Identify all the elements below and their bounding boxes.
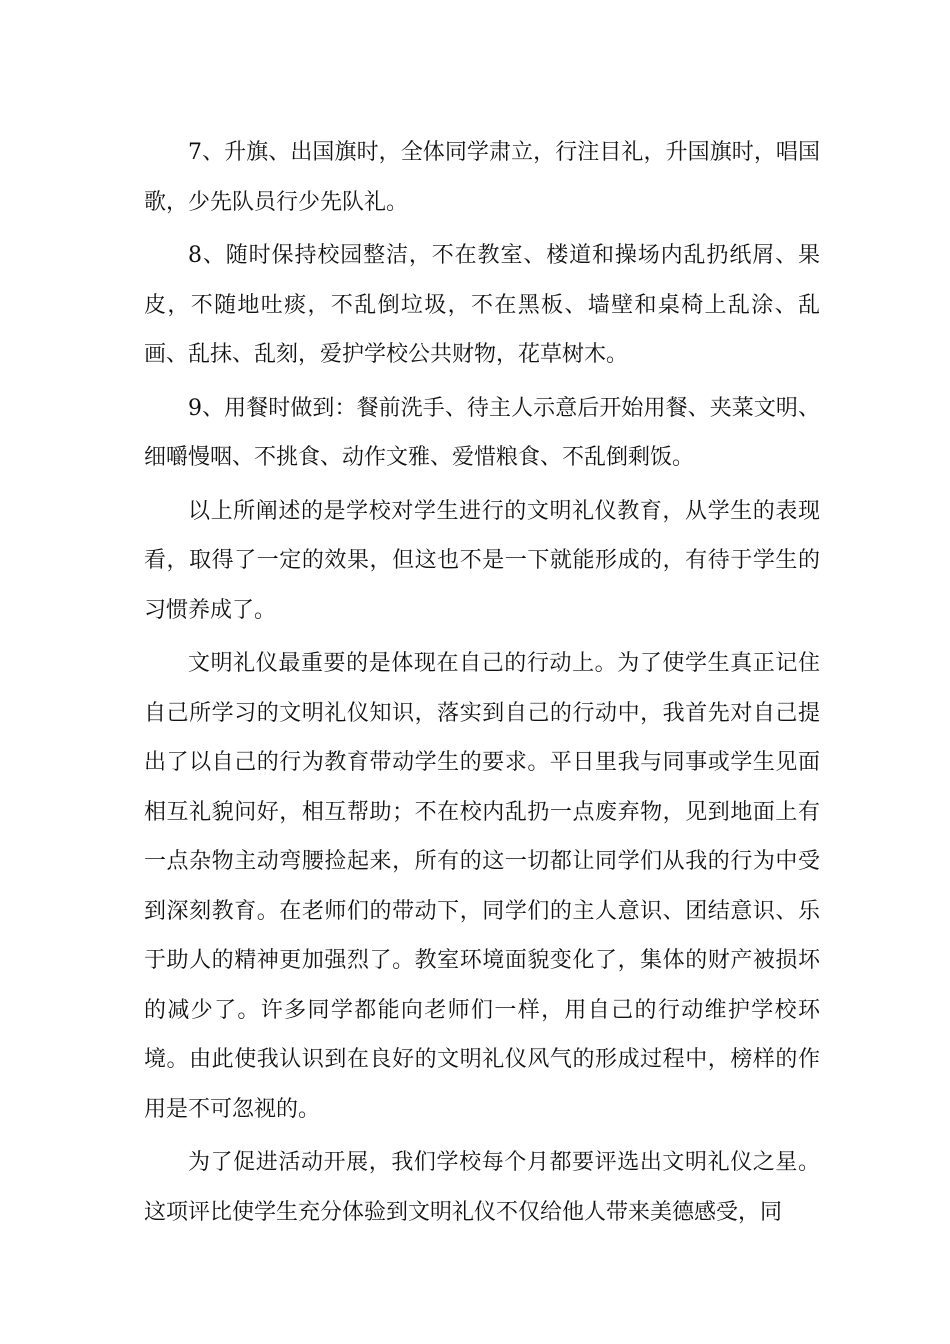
paragraph-etiquette-star: 为了促进活动开展，我们学校每个月都要评选出文明礼仪之星。这项评比使学生充分体验到文明礼仪不仅给他人带来美德感受，同 xyxy=(144,1150,820,1225)
paragraph-item-8: 8、随时保持校园整洁，不在教室、楼道和操场内乱扔纸屑、果皮，不随地吐痰，不乱倒垃圾，不在黑板、墙壁和桌椅上乱涂、乱画、乱抹、乱刻，爱护学校公共财物，花草树木。 xyxy=(144,243,820,367)
paragraph-item-9: 9、用餐时做到：餐前洗手、待主人示意后开始用餐、夹菜文明、细嚼慢咽、不挑食、动作文雅、爱惜粮食、不乱倒剩饭。 xyxy=(144,395,820,470)
document-body xyxy=(144,128,820,1241)
paragraph-summary: 以上所阐述的是学校对学生进行的文明礼仪教育，从学生的表现看，取得了一定的效果，但这也不是一下就能形成的，有待于学生的习惯养成了。 xyxy=(144,498,820,623)
paragraph-item-7: 7、升旗、出国旗时，全体同学肃立，行注目礼，升国旗时，唱国歌，少先队员行少先队礼。 xyxy=(144,140,820,215)
paragraph-role-model: 文明礼仪最重要的是体现在自己的行动上。为了使学生真正记住自己所学习的文明礼仪知识，落实到自己的行动中，我首先对自己提出了以自己的行为教育带动学生的要求。平日里我与同事或学生见面相互礼貌问好，相互帮助；不在校内乱扔一点废弃物，见到地面上有一点杂物主动弯腰捡起来，所有的这一切都让同学们从我的行为中受到深刻教育。在老师们的带动下，同学们的主人意识、团结意识、乐于助人的精神更加强烈了。教室环境面貌变化了，集体的财产被损坏的减少了。许多同学都能向老师们一样，用自己的行动维护学校环境。由此使我认识到在良好的文明礼仪风气的形成过程中，榜样的作用是不可忽视的。 xyxy=(144,651,820,1122)
